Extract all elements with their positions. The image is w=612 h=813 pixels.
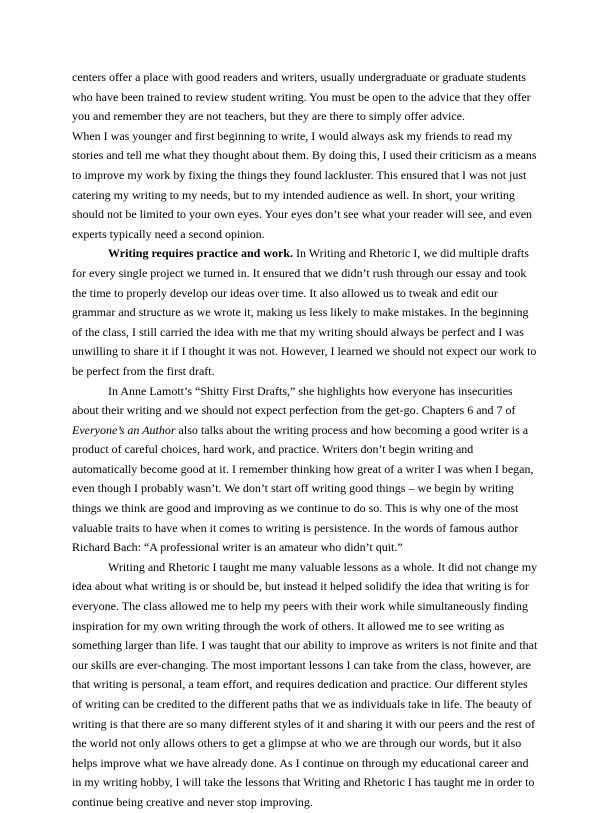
paragraph-text: also talks about the writing process and how becoming a good writer is a product of careful choices, hard work, and practice. Writers don’t begin writing and automatically become good at it. I remember thinking how great of a writer I was when I began, even though I probably wasn’t. We don’t start off writing good things – we begin by writing things we think are good and improving as we continue to do so. This is why one of the most valuable traits to have when it comes to writing is persistence. In the words of famous author Richard Bach: “A professional writer is an amateur who didn’t quit.” xyxy=(72,422,534,555)
essay-body xyxy=(72,68,540,813)
paragraph-centers-advice xyxy=(72,68,540,127)
paragraph-friends-feedback xyxy=(72,127,540,245)
paragraph-conclusion xyxy=(72,558,540,813)
paragraph-text: centers offer a place with good readers and writers, usually undergraduate or graduate students who have been trained to review student writing. You must be open to the advice that they offer you and remember they are not teachers, but they are there to simply offer advice. xyxy=(72,70,531,124)
book-title: Everyone’s an Author xyxy=(72,422,176,437)
paragraph-practice-and-work xyxy=(72,244,540,381)
paragraph-first-drafts xyxy=(72,382,540,558)
paragraph-text: In Writing and Rhetoric I, we did multiple drafts for every single project we turned in. It ensured that we didn’t rush through our essay and took the time to properly develop our ideas over time. It also allowed us to tweak and edit our grammar and structure as we wrote it, making us less likely to make mistakes. In the beginning of the class, I still carried the idea with me that my writing should always be perfect and I was unwilling to share it if I thought it was not. However, I learned we should not expect our work to be perfect from the first draft. xyxy=(72,246,537,378)
paragraph-text: Writing and Rhetoric I taught me many valuable lessons as a whole. It did not change my idea about what writing is or should be, but instead it helped solidify the idea that writing is for everyone. The class allowed me to help my peers with their work while simultaneously finding inspiration for my own writing through the work of others. It allowed me to see writing as something larger than life. I was taught that our ability to improve as writers is not finite and that our skills are ever-changing. The most important lessons I can take from the class, however, are that writing is personal, a team effort, and requires dedication and practice. Our different styles of writing can be credited to the different paths that we as individuals take in life. The beauty of writing is that there are so many different styles of it and sharing it with our peers and the rest of the world not only allows others to get a glimpse at who we are through our words, but it also helps improve what we have already done. As I continue on through my educational career and in my writing hobby, I will take the lessons that Writing and Rhetoric I has taught me in order to continue being creative and never stop improving. xyxy=(72,559,538,809)
paragraph-heading: Writing requires practice and work. xyxy=(108,246,293,261)
paragraph-text: In Anne Lamott’s “Shitty First Drafts,” she highlights how everyone has insecurities about their writing and we should not expect perfection from the get-go. Chapters 6 and 7 of xyxy=(72,383,516,418)
paragraph-text: When I was younger and first beginning to write, I would always ask my friends to read my stories and tell me what they thought about them. By doing this, I used their criticism as a means to improve my work by fixing the things they found lackluster. This ensured that I was not just catering my writing to my needs, but to my intended audience as well. In short, your writing should not be limited to your own eyes. Your eyes don’t see what your reader will see, and even experts typically need a second opinion. xyxy=(72,128,537,241)
